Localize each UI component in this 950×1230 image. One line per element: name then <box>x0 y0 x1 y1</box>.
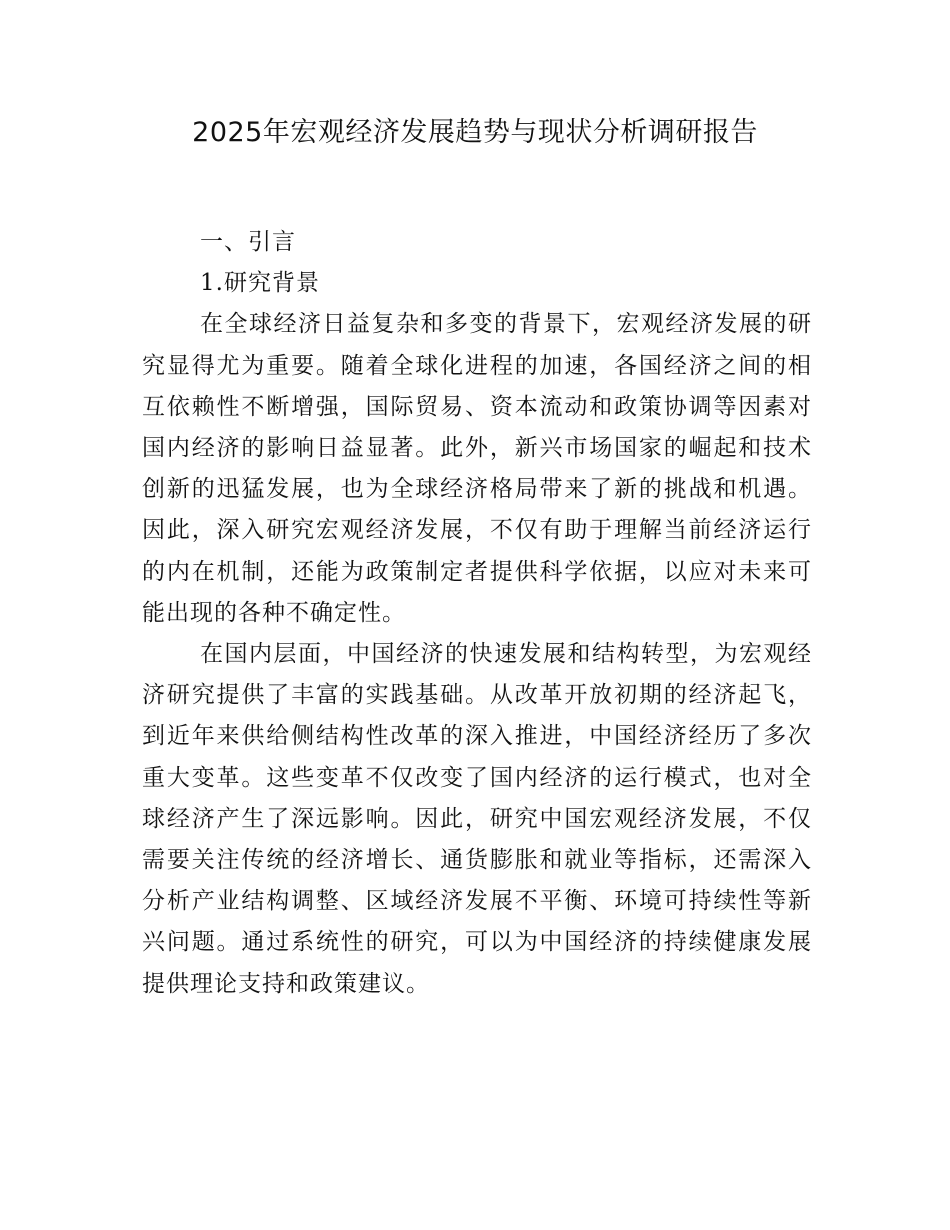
section-heading: 一、引言 <box>200 229 296 255</box>
paragraph-research-background-1: 在全球经济日益复杂和多变的背景下，宏观经济发展的研究显得尤为重要。随着全球化进程的加速，各国经济之间的相互依赖性不断增强，国际贸易、资本流动和政策协调等因素对国内经济的影响日益显著。此外，新兴市场国家的崛起和技术创新的迅猛发展，也为全球经济格局带来了新的挑战和机遇。因此，深入研究宏观经济发展，不仅有助于理解当前经济运行的内在机制，还能为政策制定者提供科学依据，以应对未来可能出现的各种不确定性。 <box>142 311 812 626</box>
document-body <box>142 222 812 1005</box>
paragraph-research-background-2: 在国内层面，中国经济的快速发展和结构转型，为宏观经济研究提供了丰富的实践基础。从改革开放初期的经济起飞，到近年来供给侧结构性改革的深入推进，中国经济经历了多次重大变革。这些变革不仅改变了国内经济的运行模式，也对全球经济产生了深远影响。因此，研究中国宏观经济发展，不仅需要关注传统的经济增长、通货膨胀和就业等指标，还需深入分析产业结构调整、区域经济发展不平衡、环境可持续性等新兴问题。通过系统性的研究，可以为中国经济的持续健康发展提供理论支持和政策建议。 <box>142 641 812 997</box>
subsection-heading: 1.研究背景 <box>200 270 320 297</box>
document-title: 2025年宏观经济发展趋势与现状分析调研报告 <box>192 117 758 148</box>
